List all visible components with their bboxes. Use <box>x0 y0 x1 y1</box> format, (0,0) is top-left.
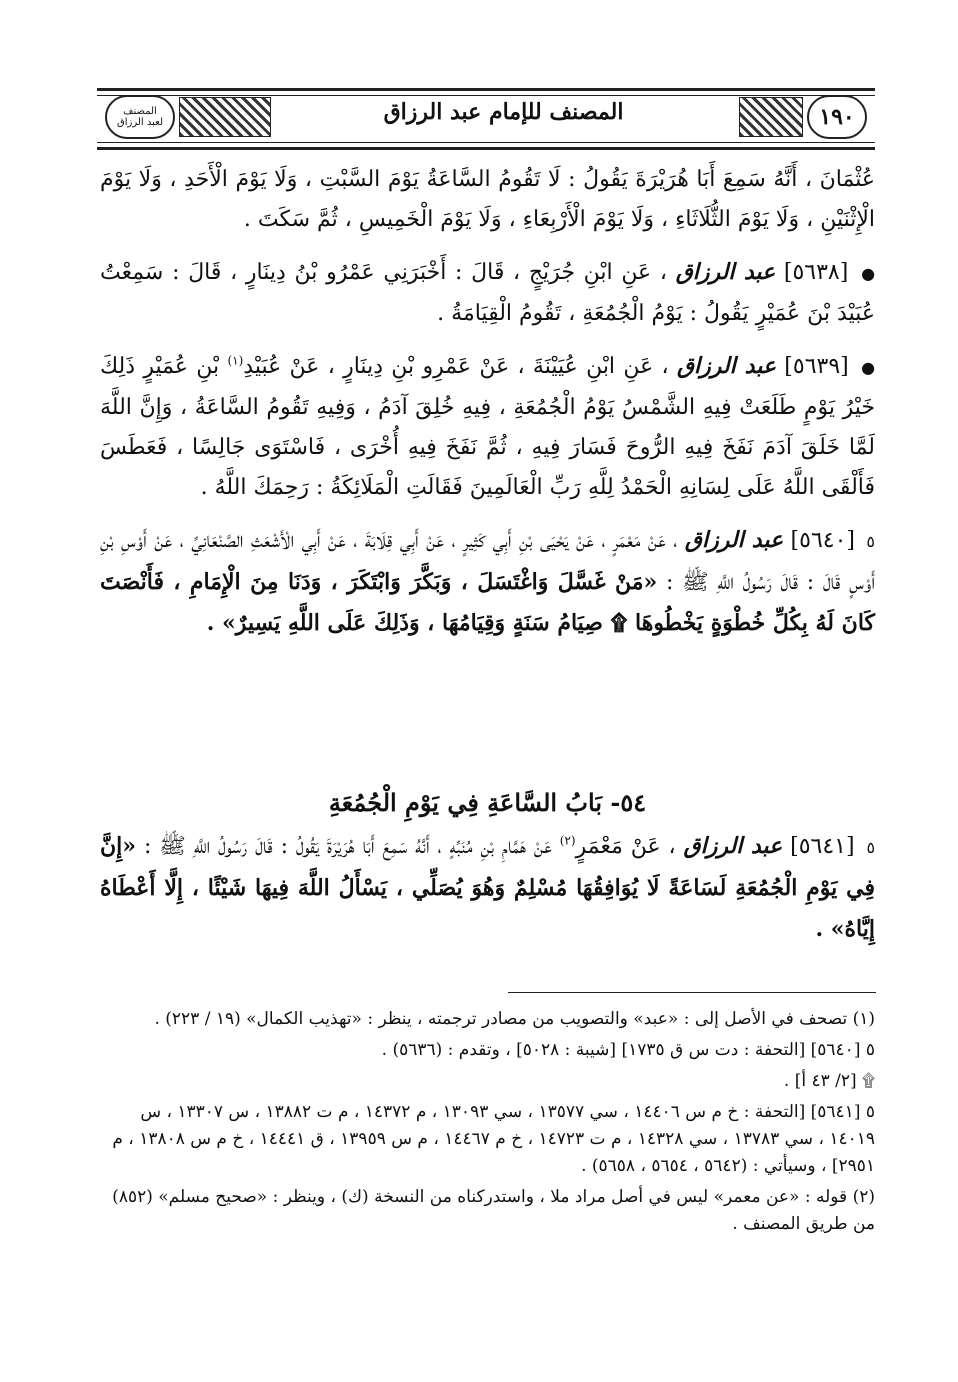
main-text-after-chapter <box>100 826 875 962</box>
footnote-takhrij-5640: ٥ [٥٦٤٠] [التحفة : دت س ق ١٧٣٥] [شيبة : ٥٠٢٨] ، وتقدم : (٥٦٣٦) . <box>381 1040 875 1060</box>
main-text <box>100 160 875 656</box>
paragraph-text-start: ، عَنْ مَعْمَرٍ <box>575 834 676 859</box>
hadith-5641 <box>100 826 875 950</box>
book-title: المصنف للإمام عبد الرزاق <box>383 99 624 125</box>
seal-line-2: لعبد الرزاق <box>116 117 164 128</box>
footnotes <box>100 1006 875 1242</box>
bullet-marker: ● <box>861 358 876 377</box>
footnote-ref-1[interactable]: (١) <box>227 353 244 368</box>
footnote-1: (١) تصحف في الأصل إلى : «عبد» والتصويب من مصادر ترجمته ، ينظر : «تهذيب الكمال» (١٩ / ٢٢٣) . <box>154 1009 875 1029</box>
hadith-number: [٥٦٤١] <box>790 834 855 859</box>
paragraph-text: عَنْ هَمَّامِ بْنِ مُنَبِّهٍ ، أَنَّهُ سَمِعَ أَبَا هُرَيْرَةَ يَقُولُ : قَالَ رَسُولُ اللَّهِ ﷺ : <box>143 834 552 859</box>
paragraph-continuation <box>100 160 875 240</box>
footnote-takhrij-5641: ٥ [٥٦٤١] [التحفة : خ م س ١٤٤٠٦ ، سي ١٣٥٧٧ ، سي ١٣٠٩٣ ، م ١٤٣٧٢ ، م ت ١٣٨٨٢ ، س ١٣٣٠٧ ، س ١٤٠١٩ ، سي ١٣٧٨٣ ، سي ١٤٣٢٨ ، م ت ١٤٧٢٣ ، خ م ١٤٤٦٧ ، م س ١٣٩٥٩ ، ق ١٤٤٤١ ، خ م س ١٣٨٠٨ ، م ٢٩٥١] ، وسيأتي : (٥٦٤٢ ، ٥٦٥٤ ، ٥٦٥٨) . <box>112 1102 875 1176</box>
chapter-heading <box>100 783 875 823</box>
book-seal <box>105 95 175 139</box>
paragraph-text: ، عَنْ مَعْمَرٍ ، عَنْ يَحْيَى بْنِ أَبِي كَثِيرٍ ، عَنْ أَبِي قِلَابَةَ ، عَنْ أَبِي الْأَشْعَثِ الصَّنْعَانِيِّ ، عَنْ أَوْسِ بْنِ أَوْسٍ قَالَ : قَالَ رَسُولُ اللَّهِ ﷺ : <box>100 528 876 595</box>
hadith-text: «إِنَّ فِي يَوْمِ الْجُمُعَةِ لَسَاعَةً لَا يُوَافِقُهَا مُسْلِمٌ وَهُوَ يُصَلِّي ، يَسْأَلُ اللَّهَ فِيهَا شَيْئًا ، إِلَّا أَعْطَاهُ إِيَّاهُ» . <box>100 833 875 942</box>
narrator: عبد الرزاق <box>684 527 784 553</box>
narrator: عبد الرزاق <box>683 833 783 859</box>
footnote-folio: ۩ [٢/ ٤٣ أ] . <box>783 1071 875 1091</box>
narrator: عبد الرزاق <box>675 259 776 285</box>
hadith-text: «مَنْ غَسَّلَ وَاغْتَسَلَ ، وَبَكَّرَ وَابْتَكَرَ ، وَدَنَا مِنَ الْإِمَامِ ، فَأَنْصَتَ كَانَ لَهُ بِكُلِّ خُطْوَةٍ يَخْطُوهَا ۩ صِيَامُ سَنَةٍ وَقِيَامُهَا ، وَذَلِكَ عَلَى اللَّهِ يَسِيرٌ» . <box>100 569 875 636</box>
bullet-marker: ● <box>861 264 876 283</box>
hadith-5639 <box>100 346 875 508</box>
ornament-left <box>179 97 271 137</box>
page-number: ١٩٠ <box>807 95 867 139</box>
footnote-divider <box>508 992 876 993</box>
paragraph-text: ، عَنِ ابْنِ جُرَيْجٍ ، قَالَ : أَخْبَرَنِي عَمْرُو بْنُ دِينَارٍ ، قَالَ : سَمِعْتُ عُبَيْدَ بْنَ عُمَيْرٍ يَقُولُ : يَوْمُ الْجُمُعَةِ ، تَقُومُ الْقِيَامَةُ . <box>100 260 875 326</box>
page-header <box>97 88 875 150</box>
hadith-number: [٥٦٤٠] <box>790 528 855 553</box>
hadith-5640 <box>100 520 875 644</box>
footnote-2: (٢) قوله : «عن معمر» ليس في أصل مراد ملا ، واستدركناه من النسخة (ك) ، وينظر : «صحيح مسلم» (٨٥٢) من طريق المصنف . <box>112 1187 875 1234</box>
paragraph-text: بْنِ عُمَيْرٍ ذَلِكَ خَيْرُ يَوْمٍ طَلَعَتْ فِيهِ الشَّمْسُ يَوْمُ الْجُمُعَةِ ، فِيهِ خُلِقَ آدَمُ ، وَفِيهِ تَقُومُ السَّاعَةُ ، وَإِنَّ اللَّهَ لَمَّا خَلَقَ آدَمَ نَفَخَ فِيهِ الرُّوحَ فَسَارَ فِيهِ ، ثُمَّ نَفَخَ فِيهِ أُخْرَى ، فَاسْتَوَى جَالِسًا ، فَعَطَسَ فَأَلْقَى اللَّهُ عَلَى لِسَانِهِ الْحَمْدُ لِلَّهِ رَبِّ الْعَالَمِينَ فَقَالَتِ الْمَلَائِكَةُ : رَحِمَكَ اللَّهُ . <box>100 354 875 500</box>
narrator: عبد الرزاق <box>676 353 776 379</box>
seal-line-1: المصنف <box>123 106 157 117</box>
chapter-title: بَابُ السَّاعَةِ فِي يَوْمِ الْجُمُعَةِ <box>328 788 602 817</box>
hadith-number: [٥٦٣٨] <box>783 260 849 285</box>
footnote-ref-2[interactable]: (٢) <box>559 833 576 848</box>
hadith-5638 <box>100 252 875 334</box>
hadith-number: [٥٦٣٩] <box>784 354 849 379</box>
chapter-number: ٥٤- <box>610 788 647 817</box>
ornament-right <box>739 97 803 137</box>
paragraph-text-start: ، عَنِ ابْنِ عُيَيْنَةَ ، عَنْ عَمْرِو بْنِ دِينَارٍ ، عَنْ عُبَيْدِ <box>243 354 669 379</box>
hadith-marker: ٥ <box>866 838 876 857</box>
paragraph-text: عُثْمَانَ ، أَنَّهُ سَمِعَ أَبَا هُرَيْرَةَ يَقُولُ : لَا تَقُومُ السَّاعَةُ يَوْمَ السَّبْتِ ، وَلَا يَوْمَ الْأَحَدِ ، وَلَا يَوْمَ الْإِثْنَيْنِ ، وَلَا يَوْمَ الثُّلَاثَاءِ ، وَلَا يَوْمَ الْأَرْبِعَاءِ ، وَلَا يَوْمَ الْخَمِيسِ ، ثُمَّ سَكَتَ . <box>100 167 875 232</box>
hadith-marker: ٥ <box>866 532 876 551</box>
